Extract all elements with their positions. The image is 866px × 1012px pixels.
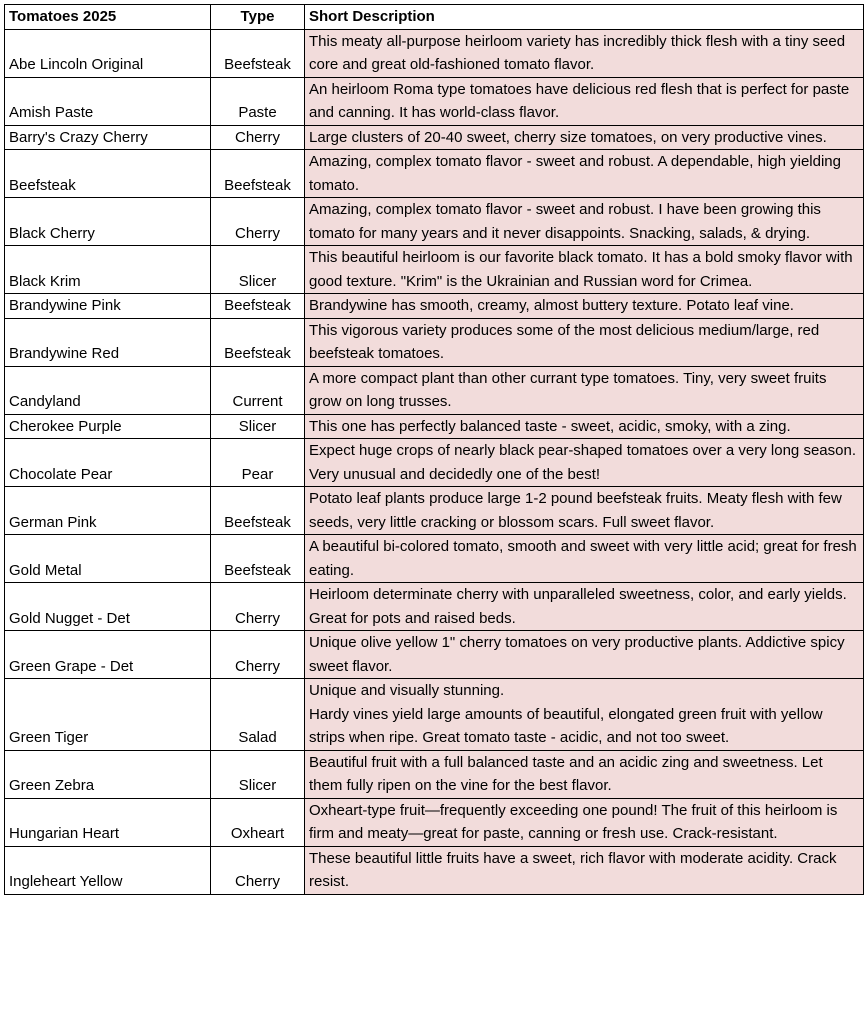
variety-description: Heirloom determinate cherry with unparalleled sweetness, color, and early yields. Great for pots and raised beds. bbox=[305, 583, 864, 631]
variety-type: Cherry bbox=[211, 846, 305, 894]
table-row bbox=[5, 366, 864, 414]
table-row bbox=[5, 77, 864, 125]
table-row bbox=[5, 125, 864, 150]
variety-type: Slicer bbox=[211, 246, 305, 294]
variety-name: Barry's Crazy Cherry bbox=[5, 125, 211, 150]
variety-name: Chocolate Pear bbox=[5, 439, 211, 487]
variety-name: Amish Paste bbox=[5, 77, 211, 125]
table-row bbox=[5, 414, 864, 439]
table-row bbox=[5, 29, 864, 77]
variety-type: Cherry bbox=[211, 198, 305, 246]
variety-name: Ingleheart Yellow bbox=[5, 846, 211, 894]
variety-type: Current bbox=[211, 366, 305, 414]
variety-description: This meaty all-purpose heirloom variety has incredibly thick flesh with a tiny seed core and great old-fashioned tomato flavor. bbox=[305, 29, 864, 77]
variety-type: Cherry bbox=[211, 583, 305, 631]
variety-description: An heirloom Roma type tomatoes have delicious red flesh that is perfect for paste and canning. It has world-class flavor. bbox=[305, 77, 864, 125]
tomato-table bbox=[4, 4, 864, 895]
variety-name: Brandywine Pink bbox=[5, 294, 211, 319]
variety-name: Green Grape - Det bbox=[5, 631, 211, 679]
table-row bbox=[5, 798, 864, 846]
table-row bbox=[5, 631, 864, 679]
variety-name: Cherokee Purple bbox=[5, 414, 211, 439]
variety-description: This vigorous variety produces some of the most delicious medium/large, red beefsteak tomatoes. bbox=[305, 318, 864, 366]
table-row bbox=[5, 439, 864, 487]
variety-name: Beefsteak bbox=[5, 150, 211, 198]
variety-name: Gold Metal bbox=[5, 535, 211, 583]
variety-type: Slicer bbox=[211, 414, 305, 439]
variety-description: Amazing, complex tomato flavor - sweet and robust. A dependable, high yielding tomato. bbox=[305, 150, 864, 198]
variety-name: German Pink bbox=[5, 487, 211, 535]
variety-description: Large clusters of 20-40 sweet, cherry size tomatoes, on very productive vines. bbox=[305, 125, 864, 150]
table-row bbox=[5, 198, 864, 246]
variety-description: This beautiful heirloom is our favorite black tomato. It has a bold smoky flavor with good texture. "Krim" is the Ukrainian and Russian word for Crimea. bbox=[305, 246, 864, 294]
header-description: Short Description bbox=[305, 5, 864, 30]
variety-description: A more compact plant than other currant type tomatoes. Tiny, very sweet fruits grow on long trusses. bbox=[305, 366, 864, 414]
table-row bbox=[5, 583, 864, 631]
variety-type: Pear bbox=[211, 439, 305, 487]
variety-description: Brandywine has smooth, creamy, almost buttery texture. Potato leaf vine. bbox=[305, 294, 864, 319]
variety-description: Oxheart-type fruit—frequently exceeding one pound! The fruit of this heirloom is firm and meaty—great for paste, canning or fresh use. Crack-resistant. bbox=[305, 798, 864, 846]
table-row bbox=[5, 535, 864, 583]
variety-type: Beefsteak bbox=[211, 535, 305, 583]
variety-type: Beefsteak bbox=[211, 294, 305, 319]
table-row bbox=[5, 150, 864, 198]
variety-description: Unique and visually stunning. Hardy vines yield large amounts of beautiful, elongated green fruit with yellow strips when ripe. Great tomato taste - acidic, and not too sweet. bbox=[305, 679, 864, 751]
variety-description: Potato leaf plants produce large 1-2 pound beefsteak fruits. Meaty flesh with few seeds, very little cracking or blossom scars. Full sweet flavor. bbox=[305, 487, 864, 535]
variety-name: Candyland bbox=[5, 366, 211, 414]
variety-description: These beautiful little fruits have a sweet, rich flavor with moderate acidity. Crack resist. bbox=[305, 846, 864, 894]
variety-type: Beefsteak bbox=[211, 487, 305, 535]
variety-name: Black Cherry bbox=[5, 198, 211, 246]
variety-name: Hungarian Heart bbox=[5, 798, 211, 846]
variety-type: Beefsteak bbox=[211, 29, 305, 77]
variety-type: Beefsteak bbox=[211, 150, 305, 198]
variety-name: Brandywine Red bbox=[5, 318, 211, 366]
header-row bbox=[5, 5, 864, 30]
table-row bbox=[5, 294, 864, 319]
table-row bbox=[5, 487, 864, 535]
variety-name: Green Zebra bbox=[5, 750, 211, 798]
table-row bbox=[5, 750, 864, 798]
table-row bbox=[5, 846, 864, 894]
variety-description: Unique olive yellow 1" cherry tomatoes on very productive plants. Addictive spicy sweet flavor. bbox=[305, 631, 864, 679]
variety-type: Paste bbox=[211, 77, 305, 125]
variety-type: Cherry bbox=[211, 631, 305, 679]
table-row bbox=[5, 679, 864, 751]
variety-description: A beautiful bi-colored tomato, smooth and sweet with very little acid; great for fresh eating. bbox=[305, 535, 864, 583]
variety-description: Beautiful fruit with a full balanced taste and an acidic zing and sweetness. Let them fully ripen on the vine for the best flavor. bbox=[305, 750, 864, 798]
variety-type: Cherry bbox=[211, 125, 305, 150]
variety-description: Amazing, complex tomato flavor - sweet and robust. I have been growing this tomato for many years and it never disappoints. Snacking, salads, & drying. bbox=[305, 198, 864, 246]
variety-name: Black Krim bbox=[5, 246, 211, 294]
variety-name: Abe Lincoln Original bbox=[5, 29, 211, 77]
header-type: Type bbox=[211, 5, 305, 30]
header-name: Tomatoes 2025 bbox=[5, 5, 211, 30]
variety-name: Gold Nugget - Det bbox=[5, 583, 211, 631]
variety-type: Slicer bbox=[211, 750, 305, 798]
table-row bbox=[5, 246, 864, 294]
table-row bbox=[5, 318, 864, 366]
variety-type: Oxheart bbox=[211, 798, 305, 846]
variety-type: Salad bbox=[211, 679, 305, 751]
variety-description: This one has perfectly balanced taste - sweet, acidic, smoky, with a zing. bbox=[305, 414, 864, 439]
variety-type: Beefsteak bbox=[211, 318, 305, 366]
variety-description: Expect huge crops of nearly black pear-shaped tomatoes over a very long season. Very unusual and decidedly one of the best! bbox=[305, 439, 864, 487]
variety-name: Green Tiger bbox=[5, 679, 211, 751]
